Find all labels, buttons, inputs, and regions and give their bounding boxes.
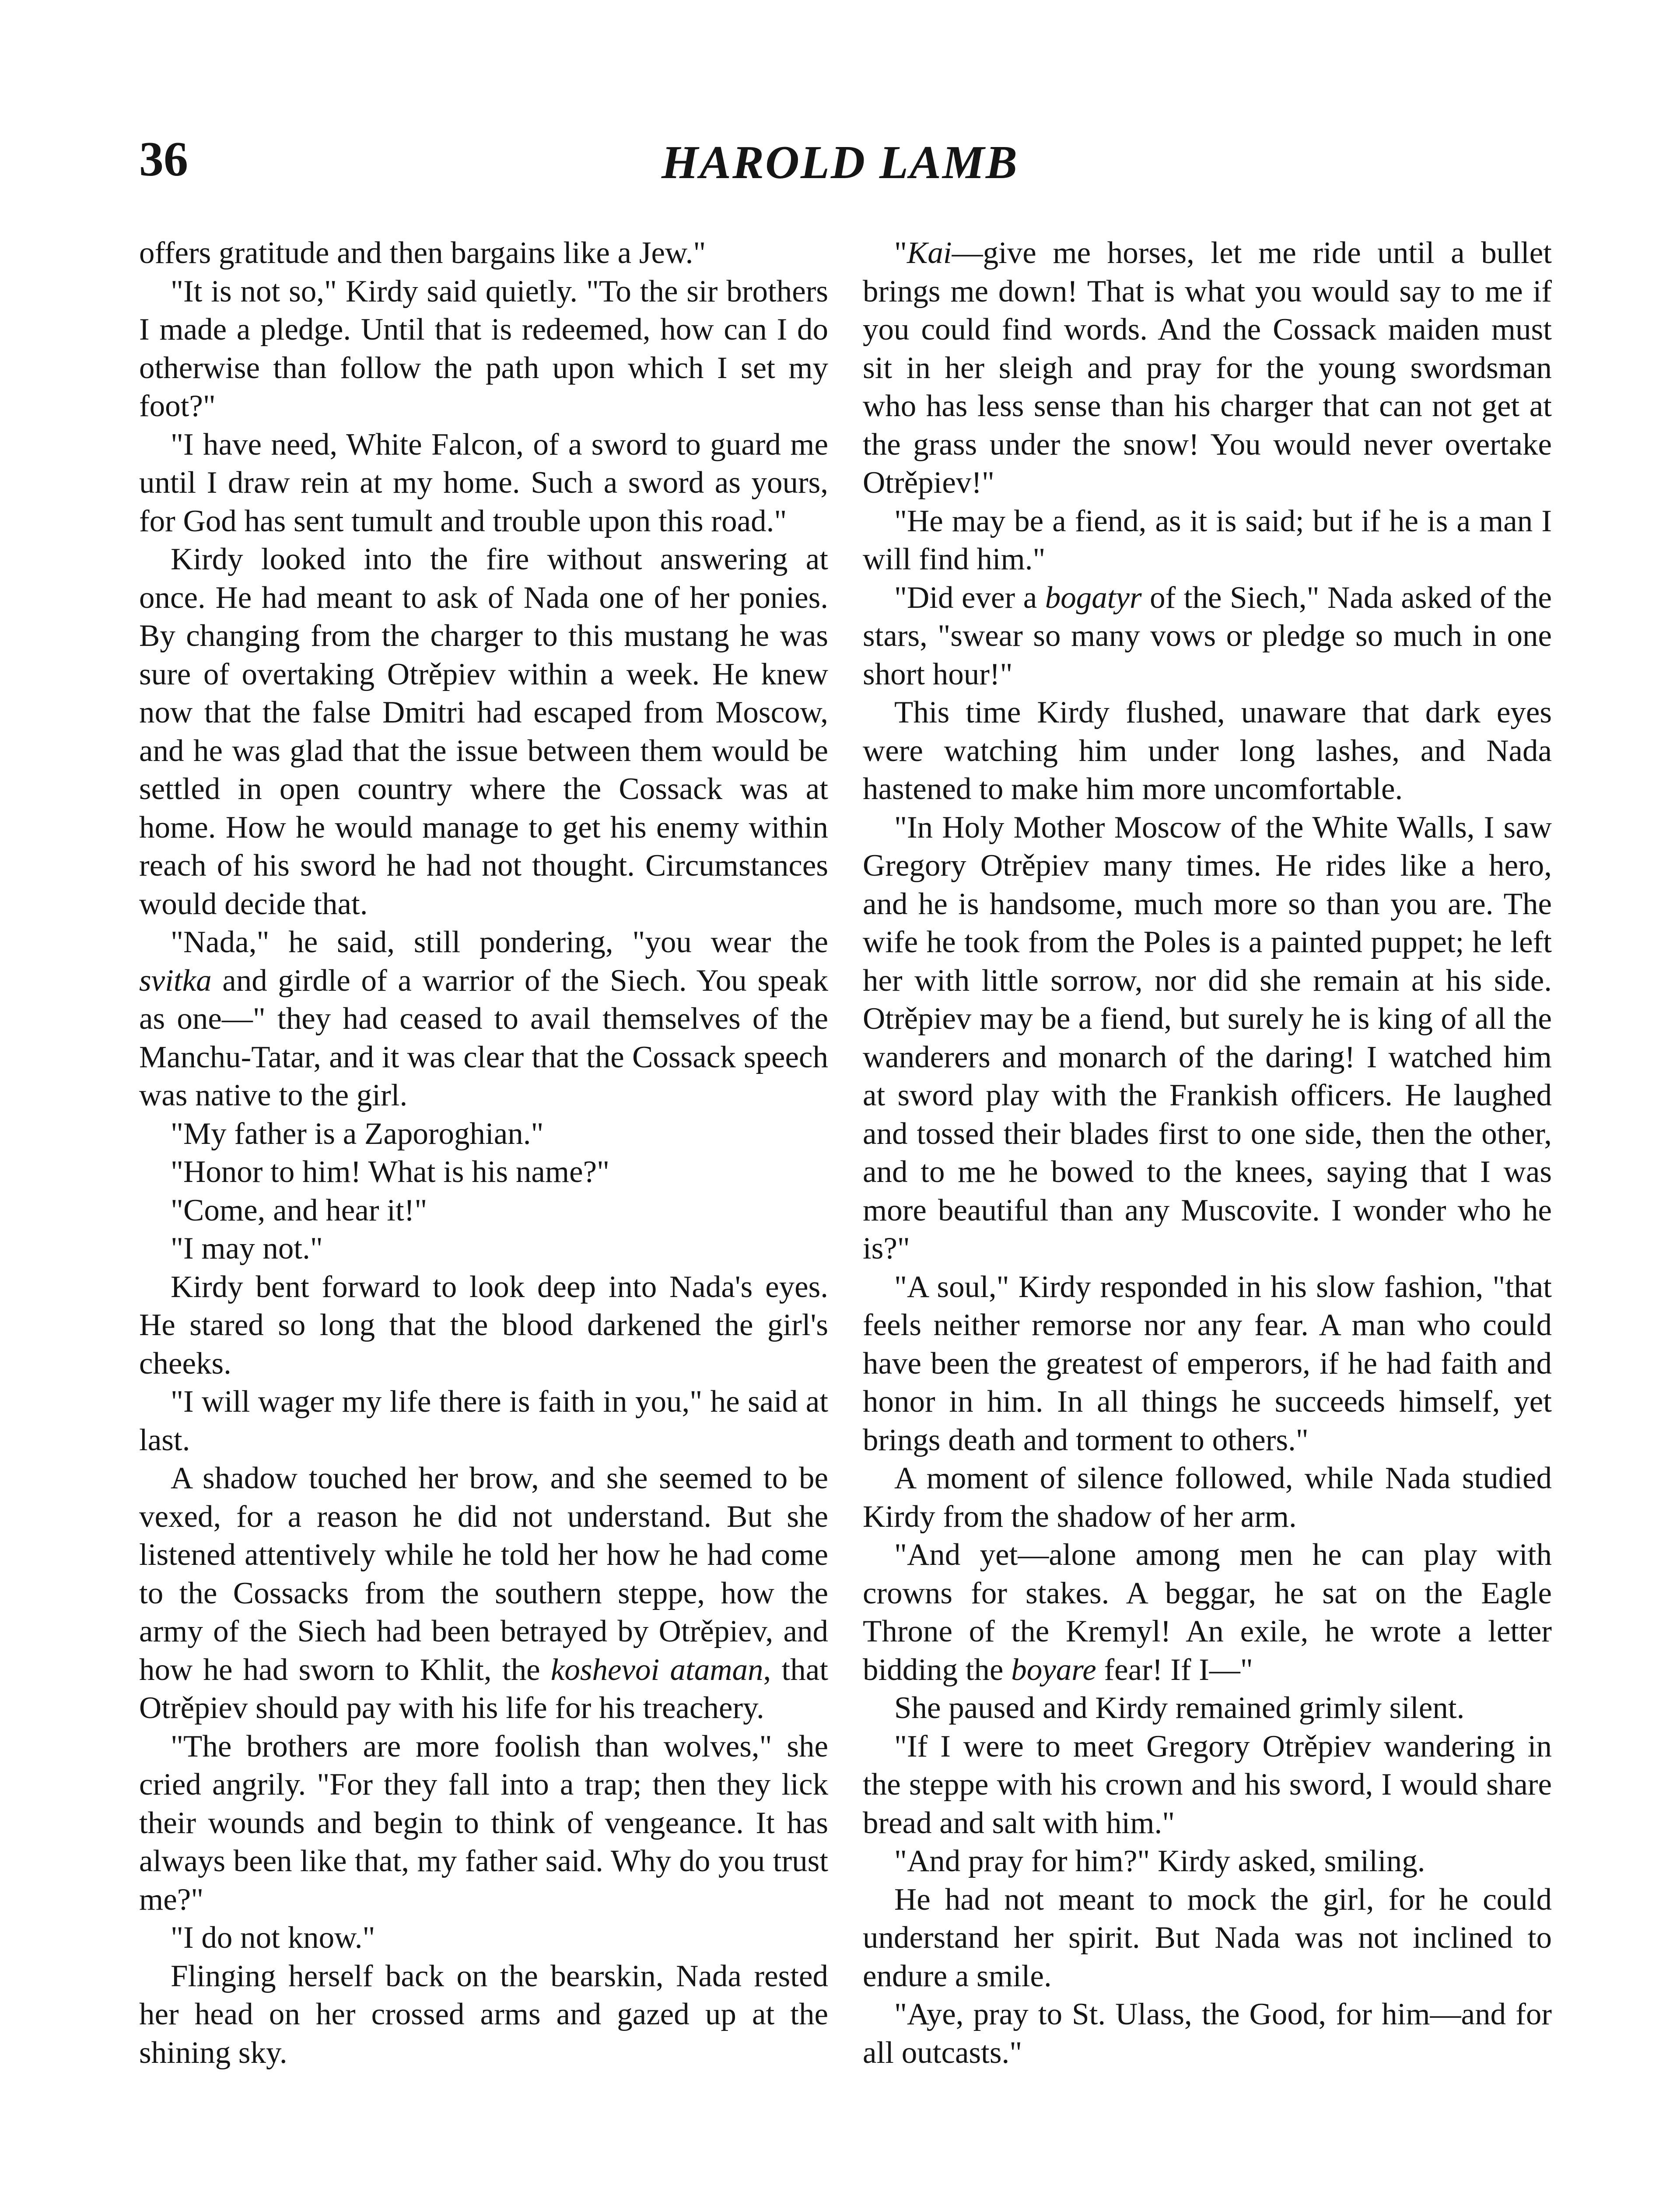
paragraph: Kirdy looked into the fire without answering at once. He had meant to ask of Nada one of her ponies. By changing from the charger to this mustang he was sure of overtaking Otrěpiev within a week. He knew now that the false Dmitri had escaped from Moscow, and he was glad that the issue between them would be settled in open country where the Cossack was at home. How he would manage to get his enemy within reach of his sword he had not thought. Circumstances would decide that. [139, 542, 828, 921]
paragraph: He had not meant to mock the girl, for he could understand her spirit. But Nada was not inclined to endure a smile. [863, 1882, 1552, 1993]
paragraph: "My father is a Zaporoghian." [171, 1116, 544, 1151]
paragraph: "I will wager my life there is faith in you," he said at last. [139, 1385, 828, 1457]
paragraph: "He may be a fiend, as it is said; but if he is a man I will find him." [863, 504, 1552, 576]
running-head: HAROLD LAMB [661, 137, 1019, 189]
paragraph: A shadow touched her brow, and she seemed to be vexed, for a reason he did not understand. But she listened attentively while he told her how he had come to the Cossacks from the southern steppe, how the army of the Siech had been betrayed by Otrěpiev, and how he had sworn to Khlit, the koshevoi ataman, that Otrěpiev should pay with his life for his treachery. [139, 1461, 829, 1725]
paragraph: "Aye, pray to St. Ulass, the Good, for him—and for all outcasts." [863, 1997, 1552, 2070]
paragraph: "Nada," he said, still pondering, "you wear the svitka and girdle of a warrior of the Siech. You speak as one—" they had ceased to avail themselves of the Manchu-Tatar, and it was clear that the Cossack speech was native to the girl. [139, 925, 828, 1112]
left-column [139, 234, 828, 2072]
paragraph: "Come, and hear it!" [171, 1193, 427, 1227]
paragraph: "I may not." [171, 1231, 323, 1266]
paragraph: "And yet—alone among men he can play with crowns for stakes. A beggar, he sat on the Eagle Throne of the Kremyl! An exile, he wrote a letter bidding the boyare fear! If I—" [863, 1538, 1552, 1687]
paragraph: "Did ever a bogatyr of the Siech," Nada asked of the stars, "swear so many vows or pledge so much in one short hour!" [863, 580, 1552, 691]
paragraph: "It is not so," Kirdy said quietly. "To the sir brothers I made a pledge. Until that is redeemed, how can I do otherwise than follow the path upon which I set my foot?" [139, 274, 828, 423]
paragraph: "I do not know." [171, 1921, 375, 1955]
paragraph: "The brothers are more foolish than wolves," she cried angrily. "For they fall into a trap; then they lick their wounds and begin to think of vengeance. It has always been like that, my father said. Why do you trust me?" [139, 1729, 828, 1917]
page-number: 36 [139, 132, 188, 186]
paragraph: "If I were to meet Gregory Otrěpiev wandering in the steppe with his crown and his sword, I would share bread and salt with him." [863, 1729, 1552, 1840]
paragraph: A moment of silence followed, while Nada studied Kirdy from the shadow of her arm. [863, 1461, 1552, 1534]
paragraph: "A soul," Kirdy responded in his slow fashion, "that feels neither remorse nor any fear. A man who could have been the greatest of emperors, if he had faith and honor in him. In all things he succeeds himself, yet brings death and torment to others." [863, 1269, 1552, 1457]
paragraph: "In Holy Mother Moscow of the White Walls, I saw Gregory Otrěpiev many times. He rides like a hero, and he is handsome, much more so than you are. The wife he took from the Poles is a painted puppet; he left her with little sorrow, nor did she remain at his side. Otrěpiev may be a fiend, but surely he is king of all the wanderers and monarch of the daring! I watched him at sword play with the Frankish officers. He laughed and tossed their blades first to one side, then the other, and to me he bowed to the knees, saying that I was more beautiful than any Muscovite. I wonder who he is?" [863, 810, 1552, 1266]
paragraph: She paused and Kirdy remained grimly silent. [894, 1691, 1465, 1725]
paragraph: "And pray for him?" Kirdy asked, smiling. [894, 1844, 1425, 1878]
paragraph: "I have need, White Falcon, of a sword to guard me until I draw rein at my home. Such a sword as yours, for God has sent tumult and trouble upon this road." [139, 427, 828, 538]
right-column [863, 234, 1552, 2072]
paragraph: This time Kirdy flushed, unaware that dark eyes were watching him under long lashes, and Nada hastened to make him more uncomfortable. [863, 695, 1552, 806]
paragraph: offers gratitude and then bargains like a Jew." [139, 236, 706, 270]
paragraph: "Kai—give me horses, let me ride until a bullet brings me down! That is what you would say to me if you could find words. And the Cossack maiden must sit in her sleigh and pray for the young swordsman who has less sense than his charger that can not get at the grass under the snow! You would never overtake Otrěpiev!" [863, 236, 1552, 500]
paragraph: "Honor to him! What is his name?" [171, 1155, 610, 1189]
paragraph: Flinging herself back on the bearskin, Nada rested her head on her crossed arms and gazed up at the shining sky. [139, 1959, 828, 2070]
paragraph: Kirdy bent forward to look deep into Nada's eyes. He stared so long that the blood darkened the girl's cheeks. [139, 1269, 828, 1381]
